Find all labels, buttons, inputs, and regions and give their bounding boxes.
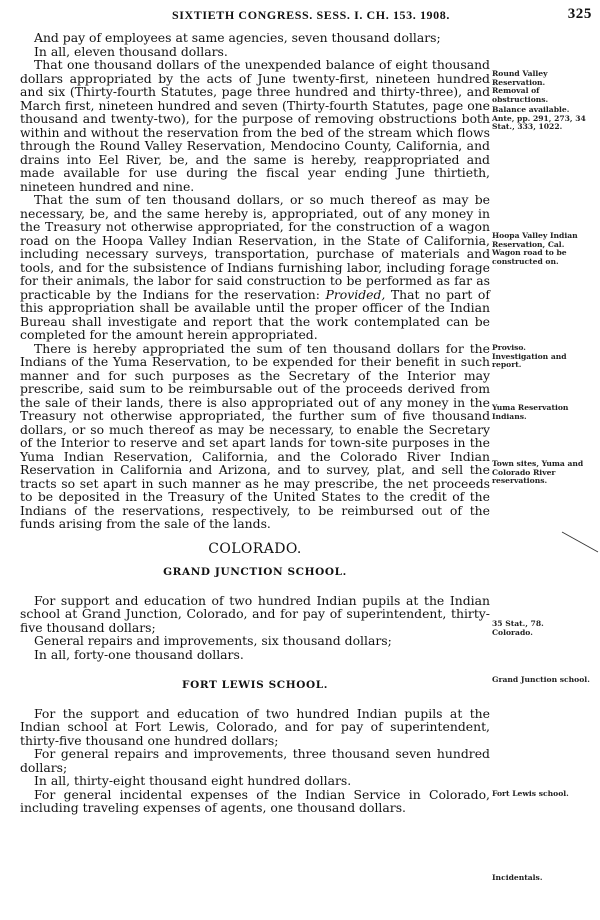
hoopa-main-text: That the sum of ten thousand dollars, or so much thereof as may be necessary, be, and the same hereby is, appropriated, out of any money in the Treasury not otherwise appropriated, for the construction of a wagon road on the Hoopa Valley Indian Reservation, in the State of California, including necessary surveys, transportation, purchase of materials and tools, and for the subsistence of Indians furnishing labor, including forage for their animals, the labor for said construction to be performed as far as practicable by the Indians for the reservation:: [20, 192, 490, 302]
pencil-stroke: [562, 532, 598, 552]
paragraph-round-valley: That one thousand dollars of the unexpended balance of eight thousand dollars appropriated by the acts of June twenty-first, nineteen hundred and six (Thirty-fourth Statutes, page three hundred and thirty-three), and March first, nineteen hundred and seven (Thirty-fourth Statutes, page one thousand and twenty-two), for the purpose of removing obstructions both within and without the reservation from the bed of the stream which flows through the Round Valley Reservation, Mendocino County, California, and drains into Eel River, be, and the same is hereby, reappropriated and made available for use during the fiscal year ending June thirtieth, nineteen hundred and nine.: [20, 57, 490, 194]
margin-note-colorado-ref: [492, 620, 596, 637]
margin-line: Yuma Reservation Indians.: [492, 403, 569, 421]
paragraph-yuma: There is hereby appropriated the sum of ten thousand dollars for the Indians of the Yuma Reservation, to be expended for their benefit in such manner and for such purposes as the Secretary of the Interior may prescribe, said sum to be reimbursable out of the proceeds derived from the sale of their lands, there is also appropriated out of any money in the Treasury not otherwise appropriated, the further sum of five thousand dollars, or so much thereof as may be necessary, to enable the Secretary of the Interior to reserve and set apart lands for town-site purposes in the Yuma Indian Reservation, California, and the Colorado River Indian Reservation in California and Arizona, and to survey, plat, and sell the tracts so set apart in such manner as he may prescribe, the net proceeds to be deposited in the Treasury of the United States to the credit of the Indians of the reservations, respectively, to be reimbursed out of the funds arising from the sale of the lands.: [20, 340, 490, 531]
margin-line: Balance available.: [492, 105, 570, 114]
paragraph-total-eleven-thousand: In all, eleven thousand dollars.: [34, 43, 228, 59]
margin-line: Hoopa Valley Indian Reservation, Cal.: [492, 231, 578, 249]
margin-line: Removal of obstructions.: [492, 86, 549, 104]
proviso-word: Provided,: [325, 286, 386, 302]
body-text: [20, 31, 490, 815]
margin-line: Colorado.: [492, 627, 533, 637]
running-head: SIXTIETH CONGRESS. SESS. I. CH. 153. 1908.: [172, 8, 450, 22]
margin-note-grand-junction: [492, 676, 596, 685]
margin-line: Fort Lewis school.: [492, 789, 569, 798]
paragraph-grand-junction-repairs: General repairs and improvements, six thousand dollars;: [34, 633, 392, 648]
paragraph-grand-junction-total: In all, forty-one thousand dollars.: [34, 646, 244, 662]
margin-note-round-valley: [492, 70, 596, 104]
margin-note-proviso: [492, 344, 596, 370]
margin-note-incidentals: [492, 874, 596, 883]
paragraph-incidentals: For general incidental expenses of the Indian Service in Colorado, including traveling expenses of agents, one thousand dollars.: [20, 786, 490, 815]
paragraph-hoopa-valley: [20, 193, 490, 342]
margin-note-yuma: [492, 404, 596, 421]
paragraph-fort-lewis-total: In all, thirty-eight thousand eight hundred dollars.: [34, 773, 352, 788]
section-heading-fort-lewis: FORT LEWIS SCHOOL.: [182, 679, 328, 691]
margin-line: Wagon road to be constructed on.: [492, 248, 567, 266]
margin-line: Investigation and report.: [492, 351, 567, 370]
margin-line: Grand Junction school.: [492, 675, 590, 684]
margin-note-town-sites: [492, 460, 596, 486]
state-heading-colorado: COLORADO.: [208, 540, 302, 557]
margin-note-fort-lewis: [492, 790, 596, 799]
margin-line: 35 Stat., 78.: [492, 619, 544, 628]
page-header: [0, 6, 600, 26]
paragraph-grand-junction-support: For support and education of two hundred Indian pupils at the Indian school at Grand Junction, Colorado, and for pay of superintendent, thirty-five thousand dollars;: [20, 592, 490, 635]
margin-line: Town sites, Yuma and Colorado River reservations.: [492, 459, 584, 486]
margin-line: Ante, pp. 291, 273, 34 Stat., 333, 1022.: [492, 113, 586, 132]
margin-line: Proviso.: [492, 343, 526, 352]
margin-note-balance: [492, 106, 596, 132]
proviso-text: That no part of this appropriation shall be available until the proper officer of the Indian Bureau shall investigate and report that the work contemplated can be completed for the amount herein appropriated.: [20, 286, 490, 342]
paragraph-fort-lewis-repairs: For general repairs and improvements, three thousand seven hundred dollars;: [20, 746, 490, 775]
margin-note-hoopa: [492, 232, 596, 266]
paragraph-agency-employees: And pay of employees at same agencies, seven thousand dollars;: [34, 30, 441, 45]
margin-line: Round Valley Reservation.: [492, 69, 548, 87]
pencil-mark: [560, 530, 600, 554]
page-number: 325: [567, 6, 592, 22]
paragraph-fort-lewis-support: For the support and education of two hundred Indian pupils at the Indian school at Fort Lewis, Colorado, and for pay of superintendent, thirty-five thousand one hundred dollars;: [20, 705, 490, 748]
section-heading-grand-junction: GRAND JUNCTION SCHOOL.: [163, 566, 347, 578]
margin-line: Incidentals.: [492, 873, 543, 882]
